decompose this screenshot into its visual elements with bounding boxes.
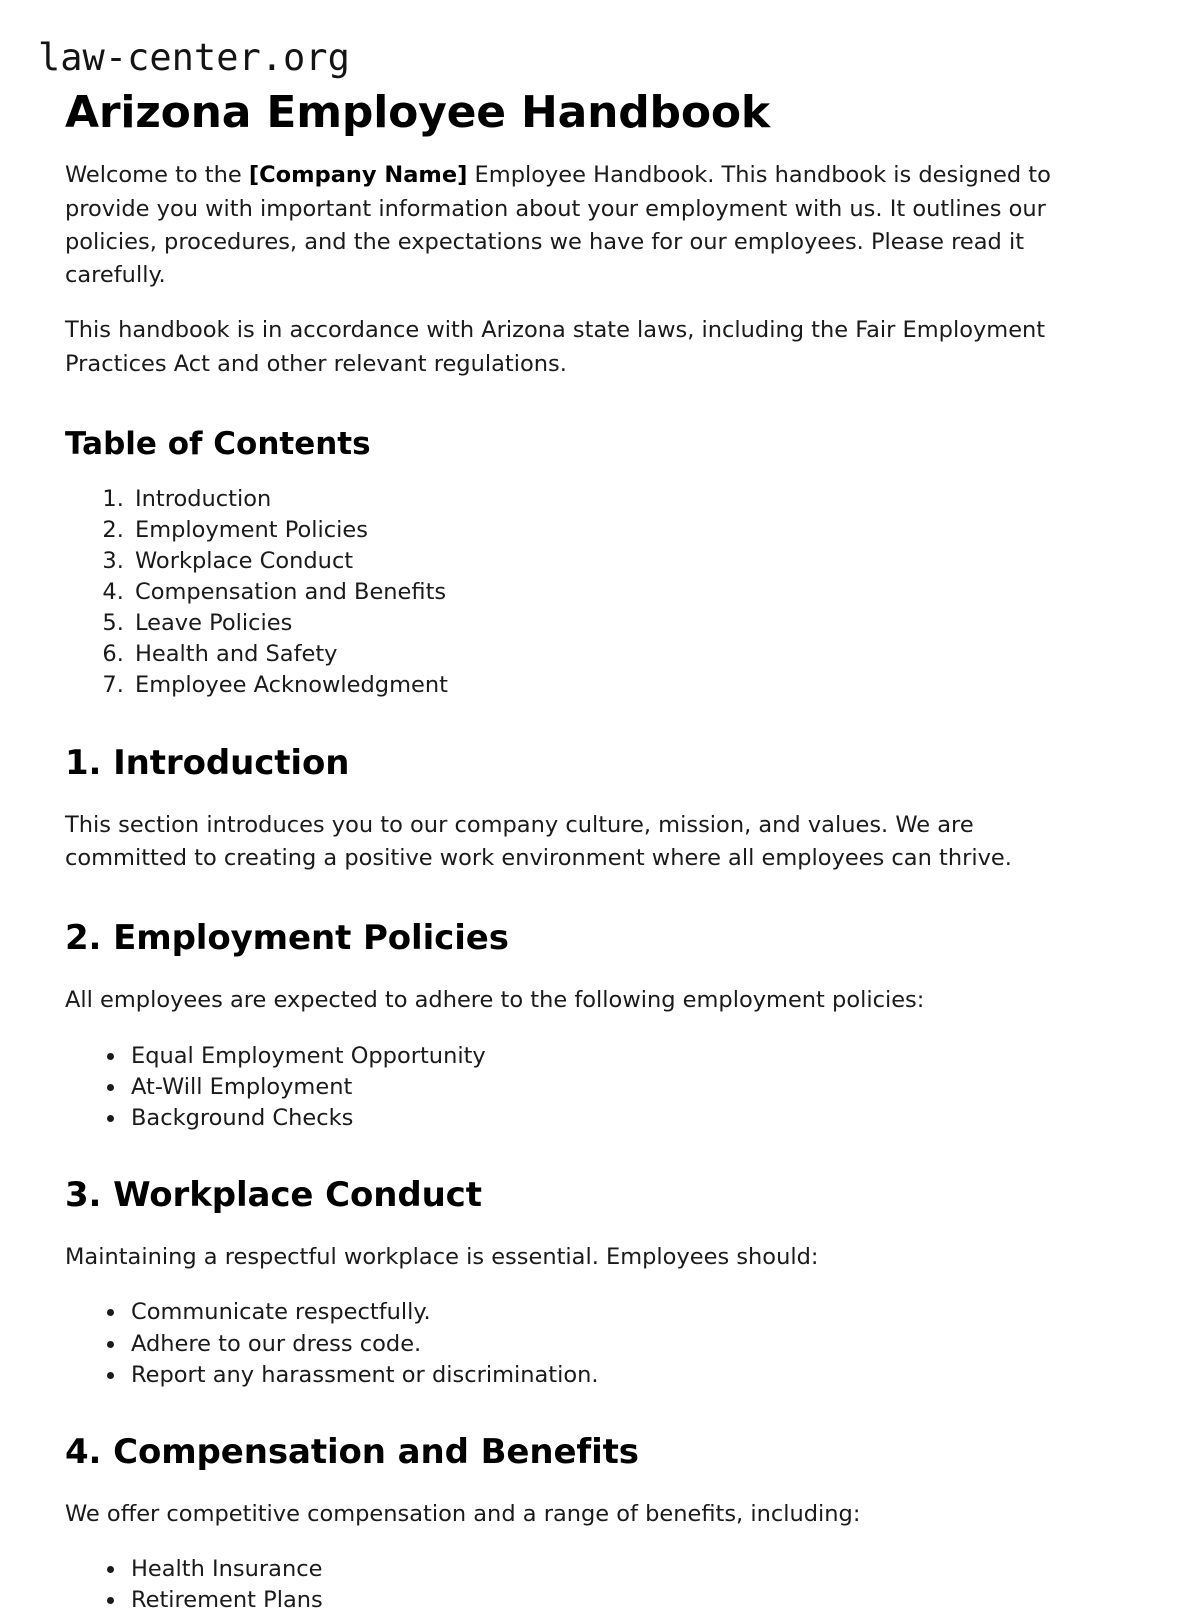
company-name-placeholder: [Company Name] [248,162,468,189]
section-paragraph-introduction: This section introduces you to our company culture, mission, and values. We are committed to creating a positive work environment where all employees can thrive. [65,811,1012,871]
welcome-paragraph [65,159,1087,292]
list-item[interactable]: 1. Introduction [131,485,1087,513]
section-heading-employment-policies: 2. Employment Policies [65,918,509,959]
list-item: • Health Insurance [127,1555,1087,1583]
section-paragraph-employment-policies: All employees are expected to adhere to the following employment policies: [65,987,925,1014]
site-name-header: law-center.org [38,36,350,79]
employment-policies-list [65,1042,1087,1132]
page-title: Arizona Employee Handbook [65,87,770,138]
list-item[interactable]: 7. Employee Acknowledgment [131,671,1087,699]
workplace-conduct-list [65,1298,1087,1388]
compliance-paragraph: This handbook is in accordance with Arizona state laws, including the Fair Employment Practices Act and other relevant regulations. [65,317,1046,377]
section-paragraph-workplace-conduct: Maintaining a respectful workplace is essential. Employees should: [65,1244,819,1271]
section-heading-introduction: 1. Introduction [65,742,350,783]
table-of-contents-list [65,485,1087,700]
list-item: • Retirement Plans [127,1586,1087,1614]
document-content [65,88,1087,1617]
list-item[interactable]: 2. Employment Policies [131,516,1087,544]
welcome-paragraph-rest: Employee Handbook. This handbook is designed to provide you with important information about your employment with us. It outlines our policies, procedures, and the expectations we have for our employees. Please read it carefully. [65,162,1051,289]
list-item: • Equal Employment Opportunity [127,1042,1087,1070]
list-item[interactable]: 5. Leave Policies [131,609,1087,637]
list-item[interactable]: 4. Compensation and Benefits [131,578,1087,606]
welcome-paragraph-lead: Welcome to the [65,162,249,189]
section-paragraph-compensation-and-benefits: We offer competitive compensation and a range of benefits, including: [65,1500,861,1527]
list-item[interactable]: 6. Health and Safety [131,640,1087,668]
section-heading-workplace-conduct: 3. Workplace Conduct [65,1175,482,1216]
list-item[interactable]: 3. Workplace Conduct [131,547,1087,575]
list-item: • Report any harassment or discrimination. [127,1361,1087,1389]
list-item: • At-Will Employment [127,1073,1087,1101]
table-of-contents-heading: Table of Contents [65,426,371,463]
section-heading-compensation-and-benefits: 4. Compensation and Benefits [65,1431,639,1472]
list-item: • Adhere to our dress code. [127,1330,1087,1358]
list-item: • Background Checks [127,1104,1087,1132]
compensation-benefits-list [65,1555,1087,1614]
list-item: • Communicate respectfully. [127,1298,1087,1326]
